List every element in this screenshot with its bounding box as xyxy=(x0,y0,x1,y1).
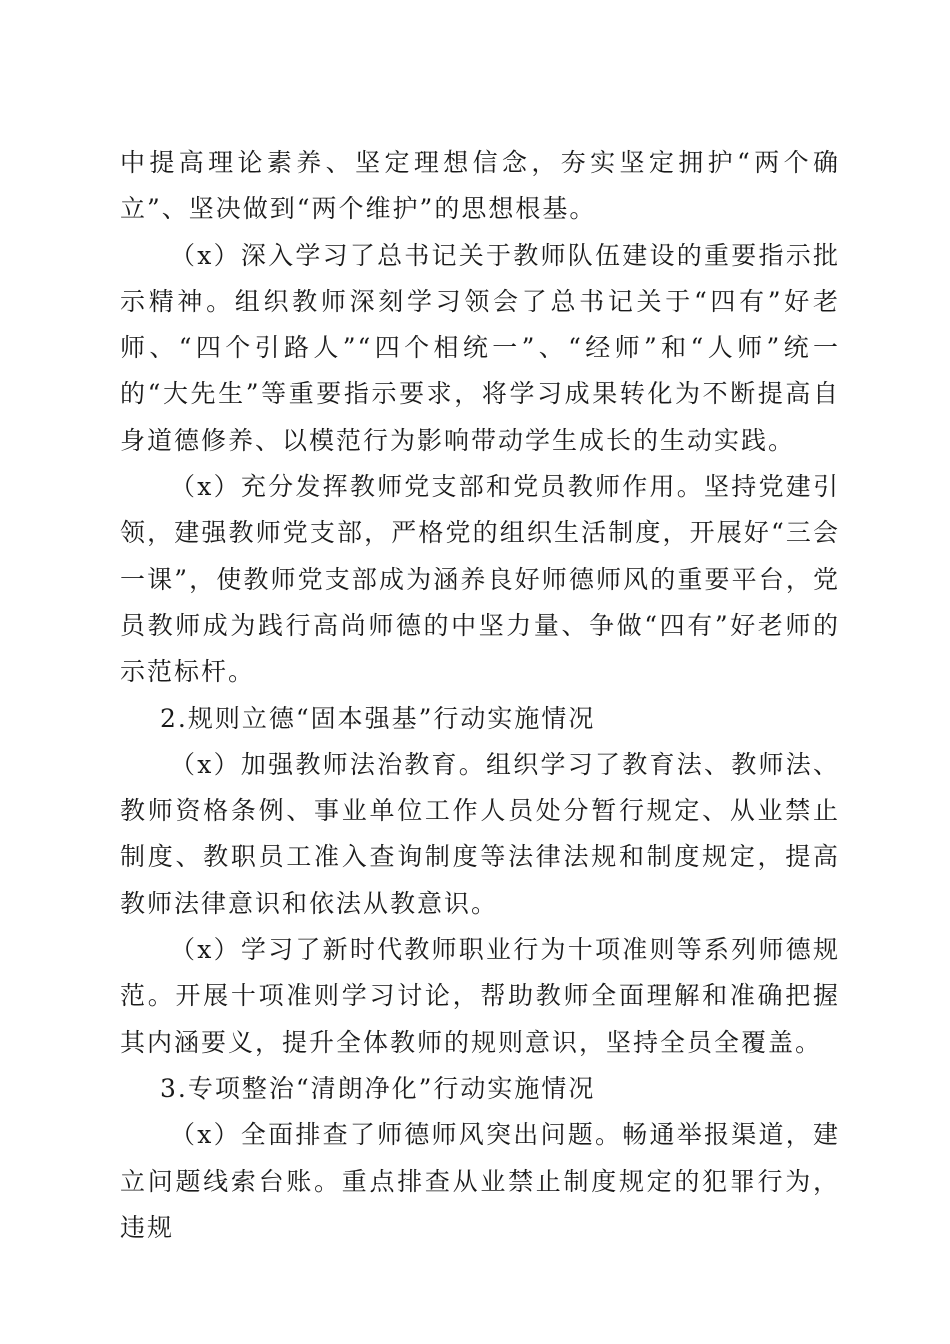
paragraph-ten-rules: （x）学习了新时代教师职业行为十项准则等系列师德规范。开展十项准则学习讨论，帮助教师全面理解和准确把握其内涵要义，提升全体教师的规则意识，坚持全员全覆盖。 xyxy=(120,935,840,1057)
paragraph-continuation: 中提高理论素养、坚定理想信念，夯实坚定拥护“两个确立”、坚决做到“两个维护”的思想根基。 xyxy=(120,148,840,224)
section-heading-rectification: 3.专项整治“清朗净化”行动实施情况 xyxy=(160,1073,596,1103)
document-body xyxy=(120,140,840,1251)
section-heading-rules: 2.规则立德“固本强基”行动实施情况 xyxy=(160,703,596,733)
paragraph-investigation: （x）全面排查了师德师风突出问题。畅通举报渠道，建立问题线索台账。重点排查从业禁止制度规定的犯罪行为，违规 xyxy=(120,1120,840,1242)
paragraph-legal-education: （x）加强教师法治教育。组织学习了教育法、教师法、教师资格条例、事业单位工作人员处分暂行规定、从业禁止制度、教职员工准入查询制度等法律法规和制度规定，提高教师法律意识和依法从教意识。 xyxy=(120,749,840,918)
paragraph-study-instructions: （x）深入学习了总书记关于教师队伍建设的重要指示批示精神。组织教师深刻学习领会了总书记关于“四有”好老师、“四个引路人”“四个相统一”、“经师”和“人师”统一的“大先生”等重要指示要求，将学习成果转化为不断提高自身道德修养、以模范行为影响带动学生成长的生动实践。 xyxy=(120,240,840,455)
paragraph-party-branch: （x）充分发挥教师党支部和党员教师作用。坚持党建引领，建强教师党支部，严格党的组织生活制度，开展好“三会一课”，使教师党支部成为涵养良好师德师风的重要平台，党员教师成为践行高尚师德的中坚力量、争做“四有”好老师的示范标杆。 xyxy=(120,472,840,687)
